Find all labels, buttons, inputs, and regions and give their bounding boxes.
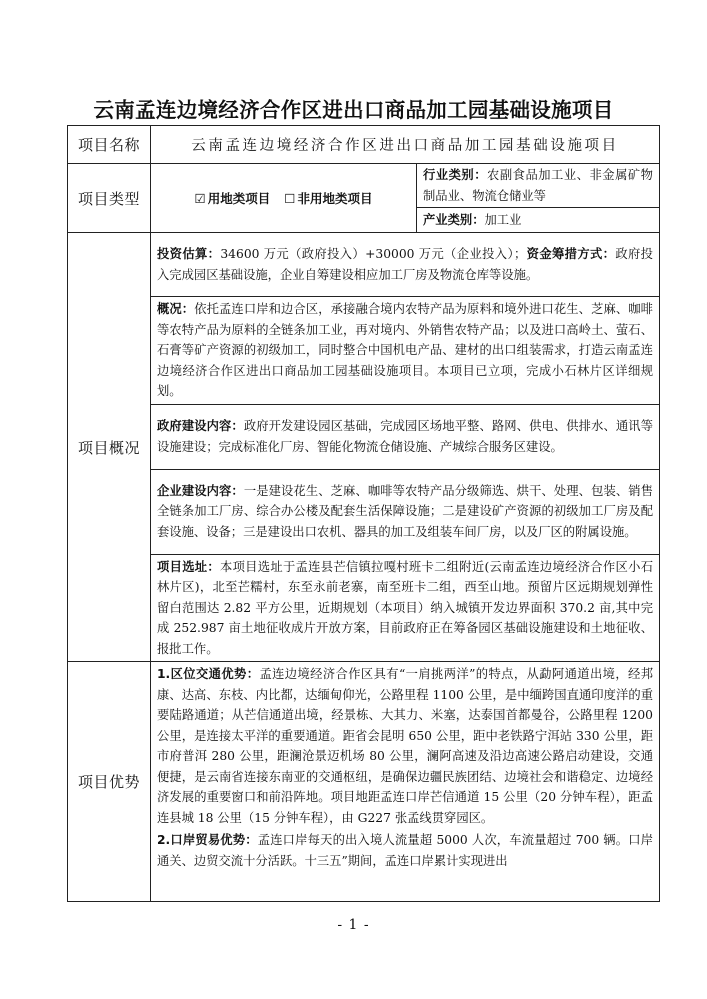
row-enterprise-content (68, 469, 660, 554)
summary-label: 概况： (157, 302, 195, 316)
checkbox-empty-icon: ☐ (284, 191, 296, 206)
label-project-type: 项目类型 (68, 164, 151, 233)
project-type-options (151, 164, 417, 233)
row-project-type-top (68, 164, 660, 208)
industry-category-cell (417, 164, 660, 208)
government-content-cell (151, 404, 660, 469)
row-investment (68, 233, 660, 297)
industry-category-label: 行业类别： (423, 168, 488, 182)
document-title: 云南孟连边境经济合作区进出口商品加工园基础设施项目 (93, 98, 614, 122)
row-advantage (68, 662, 660, 902)
row-site-selection (68, 554, 660, 662)
row-government-content (68, 404, 660, 469)
advantage-cell (151, 662, 660, 902)
label-project-overview: 项目概况 (68, 233, 151, 662)
funding-text: 政府投入完成园区基础设施，企业自筹建设相应加工厂房及物流仓库等设施。 (157, 247, 653, 282)
label-project-advantage: 项目优势 (68, 662, 151, 902)
trade-advantage-text: 孟连口岸每天的出入境人流量超 5000 人次，车流量超过 700 辆。口岸通关、边贸交流十分活跃。十三五”期间，孟连口岸累计实现进出 (157, 833, 653, 868)
traffic-advantage-text: 孟连边境经济合作区具有“一肩挑两洋”的特点，从勐阿通道出境，经邦康、达高、东枝、内比都，达缅甸仰光，公路里程 1100 公里，是中缅跨国直通印度洋的重要陆路通道；从芒信通道出境，经景栋、大其力、米塞，达泰国首都曼谷，公路里程 1200 公里，是连接太平洋的重要通道。距省会昆明 650 公里，距中老铁路宁洱站 330 公里，距市府普洱 280 公里，距澜沧景迈机场 80 公里，澜阿高速及沿边高速公路启动建设，交通便捷，是云南省连接东南亚的交通枢纽，是确保边疆民族团结、边境社会和谐稳定、边境经济发展的重要窗口和前沿阵地。项目地距孟连口岸芒信通道 15 公里（20 分钟车程），距孟连县城 18 公里（15 分钟车程），由 G227 张孟线贯穿园区。 (157, 667, 654, 825)
enterprise-content-text: 一是建设花生、芝麻、咖啡等农特产品分级筛选、烘干、处理、包装、销售全链条加工厂房、综合办公楼及配套生活保障设施；二是建设矿产资源的初级加工厂房及配套设施、设备；三是建设出口农机、器具的加工及组装车间厂房，以及厂区的附属设施。 (157, 483, 653, 539)
enterprise-content-cell (151, 469, 660, 554)
sector-category-label: 产业类别： (423, 212, 485, 227)
page-number: - 1 - (337, 917, 370, 933)
sector-category-value: 加工业 (484, 212, 522, 227)
enterprise-content-label: 企业建设内容： (157, 483, 244, 498)
investment-label: 投资估算： (157, 247, 221, 261)
industry-category-value: 农副食品加工业、非金属矿物制品业、物流仓储业等 (423, 168, 653, 203)
project-table (67, 125, 660, 902)
option-nonland-project: 非用地类项目 (297, 191, 373, 206)
investment-cell (151, 233, 660, 297)
government-content-label: 政府建设内容： (157, 419, 244, 433)
government-content-text: 政府开发建设园区基础，完成园区场地平整、路网、供电、供排水、通讯等设施建设；完成标准化厂房、智能化物流仓储设施、产城综合服务区建设。 (157, 419, 653, 454)
summary-text: 依托孟连口岸和边合区，承接融合境内农特产品为原料和境外进口花生、芝麻、咖啡等农特产品为原料的全链条加工业，再对境内、外销售农特产品；以及进口高岭土、萤石、石膏等矿产资源的初级加工，同时整合中国机电产品、建材的出口组装需求，打造云南孟连边境经济合作区进出口商品加工园基础设施项目。本项目已立项，完成小石林片区详细规划。 (157, 302, 653, 398)
summary-cell (151, 297, 660, 405)
label-project-name: 项目名称 (68, 126, 151, 164)
row-project-name (68, 126, 660, 164)
traffic-advantage-label: 1.区位交通优势： (157, 667, 260, 681)
sector-category-cell (417, 208, 660, 233)
value-project-name: 云南孟连边境经济合作区进出口商品加工园基础设施项目 (151, 126, 660, 164)
site-selection-cell (151, 554, 660, 662)
funding-label: 资金筹措方式： (526, 247, 616, 261)
investment-text: 34600 万元（政府投入）+30000 万元（企业投入）； (220, 247, 527, 261)
site-selection-text: 本项目选址于孟连县芒信镇拉嘎村班卡二组附近(云南孟连边境经济合作区小石林片区)，北至芒糯村，东至永前老寨，南至班卡二组，西至山地。预留片区远期规划弹性留白范围达 2.82 平方公里，近期规划（本项目）纳入城镇开发边界面积 370.2 亩,其中完成 252.987 亩土地征收成片开放方案，目前政府正在筹备园区基础设施建设和土地征收、报批工作。 (157, 559, 653, 656)
trade-advantage-label: 2.口岸贸易优势： (157, 833, 258, 847)
row-summary (68, 297, 660, 405)
site-selection-label: 项目选址： (157, 559, 220, 574)
checkbox-checked-icon: ☑ (194, 191, 206, 206)
option-land-project: 用地类项目 (207, 191, 271, 206)
